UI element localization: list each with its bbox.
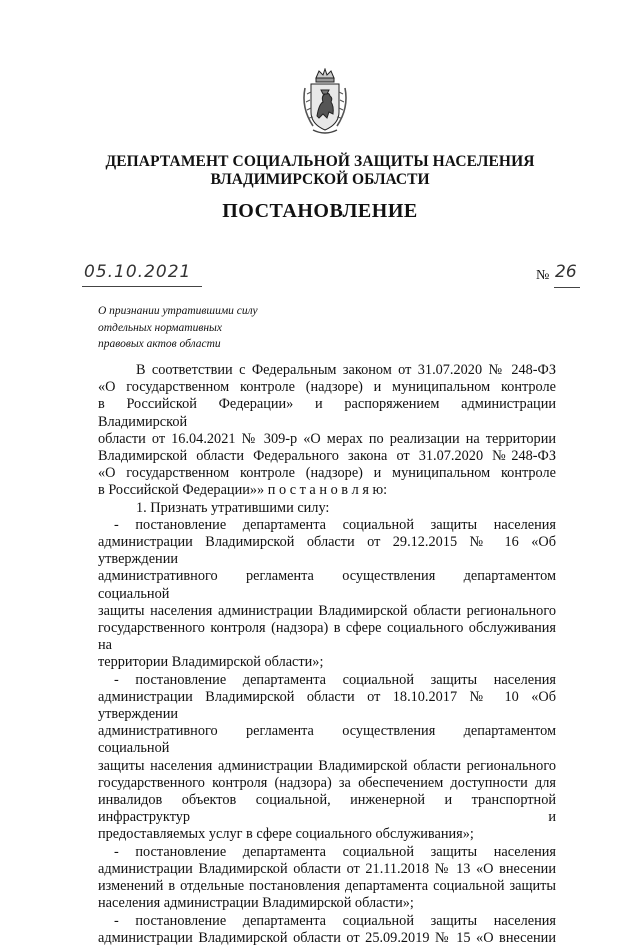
body-line: государственного контроля (надзора) в сфере социального обслуживания на	[98, 620, 556, 654]
body-line: изменений в отдельные постановления департамента социальной защиты	[98, 878, 556, 895]
subject-line: отдельных нормативных	[98, 321, 222, 334]
body-line: «О государственном контроле (надзоре) и муниципальном контроле	[98, 465, 556, 482]
body-line: Владимирской области Федерального закона от 31.07.2020 №248-ФЗ	[98, 448, 556, 465]
document-date: 05.10.2021	[84, 262, 192, 282]
subject-line: О признании утратившими силу	[98, 305, 258, 317]
body-line: администрации Владимирской области от 29.12.2015 № 16 «Об утверждении	[98, 534, 556, 568]
body-line: инвалидов объектов социальной, инженерной и транспортной инфраструктур и	[98, 792, 556, 826]
list-item	[98, 672, 556, 844]
document-number-label: №	[536, 268, 550, 283]
document-body	[98, 362, 556, 947]
body-line: администрации Владимирской области от 21.11.2018 № 13 «О внесении	[98, 860, 556, 877]
body-line: государственного контроля (надзора) за обеспечением доступности для	[98, 774, 556, 791]
department-name-line1: ДЕПАРТАМЕНТ СОЦИАЛЬНОЙ ЗАЩИТЫ НАСЕЛЕНИЯ	[105, 153, 535, 170]
body-line: административного регламента осуществления департаментом социальной	[98, 568, 556, 602]
number-underline	[554, 287, 580, 288]
document-type-title: ПОСТАНОВЛЕНИЕ	[222, 200, 418, 222]
list-item	[98, 844, 556, 913]
list-item	[98, 913, 556, 947]
subject-line: правовых актов области	[98, 338, 221, 350]
body-line: защиты населения администрации Владимирской области регионального	[98, 602, 556, 619]
body-line: - постановление департамента социальной защиты населения	[114, 671, 556, 688]
body-line: В соответствии с Федеральным законом от 31.07.2020 № 248-ФЗ	[136, 362, 556, 378]
body-line: администрации Владимирской области от 25.09.2019 № 15 «О внесении	[98, 929, 556, 946]
list-item	[98, 517, 556, 672]
item1-heading: 1. Признать утратившими силу:	[136, 499, 330, 516]
intro-paragraph	[98, 362, 556, 500]
body-line: населения администрации Владимирской области»;	[98, 895, 414, 912]
body-line: в Российской Федерации» и распоряжением администрации Владимирской	[98, 396, 556, 430]
date-underline	[82, 286, 202, 287]
body-line: предоставляемых услуг в сфере социального обслуживания»;	[98, 826, 474, 843]
body-line: территории Владимирской области»;	[98, 654, 324, 671]
document-subject	[98, 303, 258, 353]
body-line: - постановление департамента социальной защиты населения	[114, 843, 556, 860]
coat-of-arms-icon	[299, 68, 351, 136]
department-name-line2: ВЛАДИМИРСКОЙ ОБЛАСТИ	[210, 171, 430, 188]
body-line: «О государственном контроле (надзоре) и муниципальном контроле	[98, 379, 556, 396]
document-number: 26	[555, 262, 577, 282]
body-line: - постановление департамента социальной защиты населения	[114, 912, 556, 929]
body-line: администрации Владимирской области от 18.10.2017 № 10 «Об утверждении	[98, 688, 556, 723]
body-line: административного регламента осуществления департаментом социальной	[98, 723, 556, 757]
body-line: защиты населения администрации Владимирской области регионального	[98, 757, 556, 774]
body-line: области от 16.04.2021 № 309-р «О мерах по реализации на территории	[98, 430, 556, 447]
body-line: в Российской Федерации»» п о с т а н о в л я ю:	[98, 482, 388, 499]
body-line: - постановление департамента социальной защиты населения	[114, 516, 556, 533]
